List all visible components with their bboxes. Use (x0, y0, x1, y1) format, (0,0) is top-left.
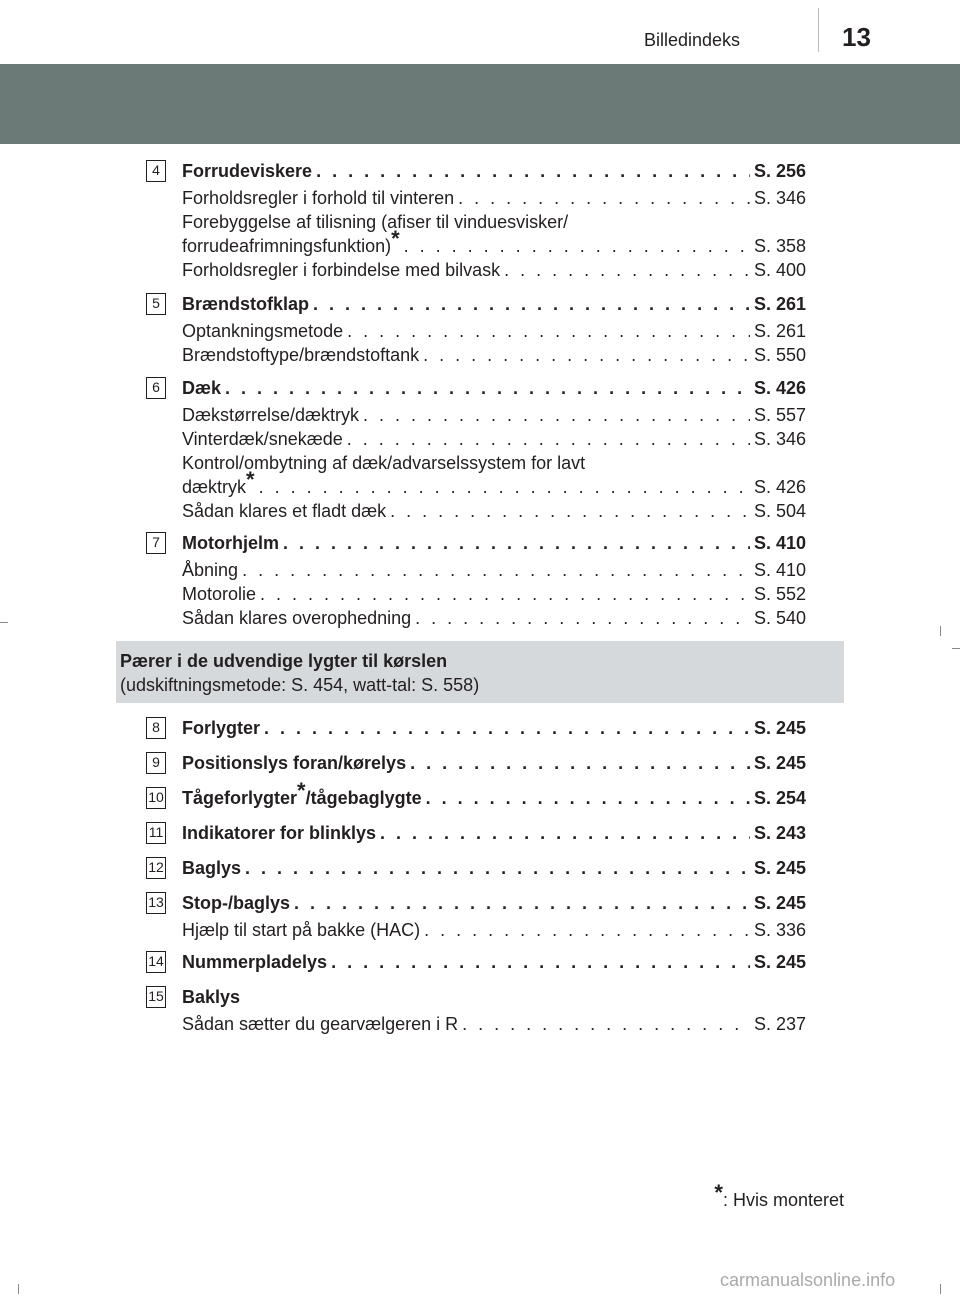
callout-badge: 12 (146, 857, 166, 879)
entry-main-row[interactable]: Forlygter . . . S. 245 (182, 716, 806, 740)
entry-sub-row[interactable]: Sådan sætter du gearvælgeren i R . . . S. 237 (182, 1012, 806, 1036)
watermark: carmanualsonline.info (720, 1270, 896, 1290)
index-entry (182, 716, 806, 740)
entry-main-row[interactable]: Indikatorer for blinklys . . . S. 243 (182, 821, 806, 845)
index-entry (182, 891, 806, 942)
page-number: 13 (842, 22, 871, 52)
entry-main-row[interactable]: Baklys (182, 987, 241, 1007)
callout-badge: 11 (146, 822, 166, 844)
asterisk-mark: * (246, 467, 255, 492)
section-heading: Pærer i de udvendige lygter til kørslen (120, 651, 448, 671)
callout-badge: 5 (146, 293, 166, 315)
asterisk-mark: * (714, 1180, 723, 1205)
entry-sub-line: Kontrol/ombytning af dæk/advarselssystem for lavt (182, 453, 586, 473)
entry-main-row[interactable]: Baglys . . . S. 245 (182, 856, 806, 880)
asterisk-mark: * (391, 226, 400, 251)
crop-mark (952, 648, 960, 649)
header-title: Billedindeks (644, 30, 741, 50)
entry-sub-line: Forebyggelse af tilisning (afiser til vinduesvisker/ (182, 212, 569, 232)
entry-sub-row[interactable]: Forholdsregler i forbindelse med bilvask . . . S. 400 (182, 258, 806, 282)
crop-mark (940, 1284, 941, 1294)
page-header (0, 0, 960, 58)
index-entry (182, 856, 806, 880)
entry-page: S. 256 (753, 161, 806, 181)
index-entry (182, 751, 806, 775)
asterisk-mark: * (297, 778, 306, 803)
index-entry (182, 531, 806, 630)
section-subheading: (udskiftningsmetode: S. 454, watt-tal: S. 558) (120, 675, 480, 695)
entry-sub-row[interactable]: Forholdsregler i forhold til vinteren . . . S. 346 (182, 186, 806, 210)
index-entry (182, 292, 806, 367)
index-entry (182, 950, 806, 974)
entry-sub-row[interactable]: Hjælp til start på bakke (HAC) . . . S. 336 (182, 918, 806, 942)
header-band (0, 64, 960, 144)
entry-main-row[interactable]: Motorhjelm . . . S. 410 (182, 531, 806, 555)
index-entry (182, 821, 806, 845)
entry-label: Forrudeviskere (182, 161, 313, 181)
crop-mark (18, 1284, 19, 1294)
entry-main-row[interactable] (182, 159, 806, 183)
callout-badge: 13 (146, 892, 166, 914)
entry-sub-row[interactable]: dæktryk* . . . S. 426 (182, 475, 806, 499)
footnote: *: Hvis monteret (714, 1180, 844, 1210)
callout-badge: 7 (146, 532, 166, 554)
entry-sub-row[interactable]: Dækstørrelse/dæktryk . . . S. 557 (182, 403, 806, 427)
entry-main-row[interactable]: Dæk . . . S. 426 (182, 376, 806, 400)
callout-badge: 14 (146, 951, 166, 973)
entry-sub-row[interactable]: Vinterdæk/snekæde . . . S. 346 (182, 427, 806, 451)
entry-main-row[interactable]: Nummerpladelys . . . S. 245 (182, 950, 806, 974)
entry-main-row[interactable]: Tågeforlygter*/tågebaglygte . . . S. 254 (182, 786, 806, 810)
callout-badge: 6 (146, 377, 166, 399)
index-entry (182, 376, 806, 523)
index-entry (182, 985, 806, 1036)
entry-main-row[interactable]: Stop-/baglys . . . S. 245 (182, 891, 806, 915)
crop-mark (0, 622, 8, 623)
entry-sub-row[interactable]: Motorolie . . . S. 552 (182, 582, 806, 606)
entry-sub-row[interactable]: Åbning . . . S. 410 (182, 558, 806, 582)
index-entry (182, 159, 806, 282)
callout-badge: 15 (146, 986, 166, 1008)
entry-main-row[interactable]: Brændstofklap . . . S. 261 (182, 292, 806, 316)
entry-sub-row[interactable]: Brændstoftype/brændstoftank . . . S. 550 (182, 343, 806, 367)
entry-sub-row[interactable]: Optankningsmetode . . . S. 261 (182, 319, 806, 343)
callout-badge: 4 (146, 160, 166, 182)
crop-mark (940, 626, 941, 636)
index-entry (182, 778, 806, 810)
callout-badge: 10 (146, 787, 166, 809)
section-header-box (116, 641, 844, 703)
entry-sub-row[interactable]: Sådan klares overophedning . . . S. 540 (182, 606, 806, 630)
header-divider (818, 8, 819, 52)
entry-sub-row[interactable]: forrudeafrimningsfunktion)* . . . S. 358 (182, 234, 806, 258)
entry-sub-row[interactable]: Sådan klares et fladt dæk . . . S. 504 (182, 499, 806, 523)
entry-main-row[interactable]: Positionslys foran/kørelys . . . S. 245 (182, 751, 806, 775)
callout-badge: 9 (146, 752, 166, 774)
callout-badge: 8 (146, 717, 166, 739)
